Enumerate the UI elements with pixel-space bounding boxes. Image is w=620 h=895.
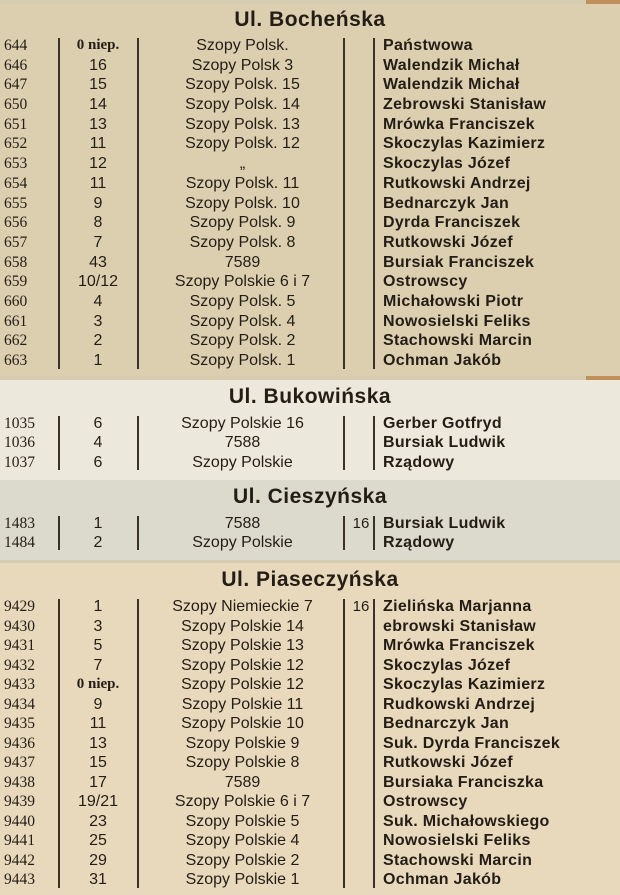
owner-name: Państwowa — [383, 37, 473, 54]
column-separator — [137, 416, 139, 470]
house-number: 1 — [93, 515, 103, 532]
table-row — [0, 636, 620, 656]
property-description: Szopy Polsk. 13 — [185, 115, 300, 133]
owner-name: Rządowy — [383, 453, 455, 471]
row-id: 9431 — [4, 637, 35, 654]
owner-name: Ochman Jakób — [383, 871, 502, 888]
column-separator — [343, 516, 345, 550]
house-number: 1 — [93, 598, 103, 615]
table-row — [0, 331, 620, 351]
property-description: Szopy Polskie 4 — [185, 832, 300, 849]
property-description: Szopy Polskie 6 i 7 — [174, 793, 311, 810]
table-row — [0, 675, 620, 695]
row-id: 657 — [4, 233, 28, 251]
property-description: 7589 — [224, 773, 261, 791]
property-description: Szopy Polskie — [192, 534, 293, 551]
house-number: 17 — [89, 773, 107, 791]
property-description: „ — [239, 155, 246, 173]
owner-name: Ostrowscy — [383, 273, 468, 291]
property-description: Szopy Polskie 5 — [185, 812, 300, 830]
table-row — [0, 292, 620, 312]
row-id: 9443 — [4, 871, 35, 888]
house-number: 12 — [89, 155, 107, 173]
owner-name: Walendzik Michał — [383, 56, 520, 74]
house-number: 6 — [93, 415, 103, 432]
row-id: 652 — [4, 135, 28, 153]
table-row — [0, 792, 620, 812]
table-row — [0, 233, 620, 253]
column-separator — [373, 38, 375, 369]
row-id: 661 — [4, 312, 28, 330]
table-row — [0, 36, 620, 56]
property-description: Szopy Polskie 1 — [185, 871, 300, 888]
property-description: Szopy Polsk. 4 — [189, 312, 296, 330]
row-id: 646 — [4, 56, 28, 74]
house-number: 15 — [89, 754, 107, 771]
row-id: 9439 — [4, 793, 35, 810]
house-number: 11 — [89, 174, 107, 192]
house-number: 3 — [93, 312, 103, 330]
owner-name: Stachowski Marcin — [383, 851, 533, 869]
table-row — [0, 272, 620, 292]
property-description: Szopy Polsk. 8 — [189, 233, 296, 251]
owner-name: Skoczylas Kazimierz — [383, 135, 546, 153]
owner-name: Nowosielski Feliks — [383, 832, 531, 849]
table-row — [0, 656, 620, 676]
house-number: 31 — [89, 871, 107, 888]
property-description: 7588 — [224, 515, 261, 532]
house-number: 13 — [89, 734, 107, 752]
table-row — [0, 433, 620, 452]
section-title: Ul. Cieszyńska — [232, 485, 388, 508]
house-number: 6 — [93, 453, 103, 471]
row-id: 9442 — [4, 851, 35, 869]
owner-name: ebrowski Stanisław — [383, 617, 537, 635]
owner-name: Mrówka Franciszek — [383, 115, 535, 133]
house-number: 2 — [93, 332, 103, 350]
table-row — [0, 194, 620, 214]
property-description: Szopy Polskie 16 — [181, 415, 304, 432]
row-id: 650 — [4, 96, 28, 114]
property-description: Szopy Polsk. 9 — [189, 214, 296, 232]
owner-name: Bursiaka Franciszka — [383, 773, 544, 791]
owner-name: Michałowski Piotr — [383, 292, 524, 310]
owner-name: Rutkowski Andrzej — [383, 174, 531, 192]
row-id: 9433 — [4, 676, 35, 693]
property-description: Szopy Polsk. 14 — [185, 96, 300, 114]
column-separator — [58, 599, 60, 888]
owner-name: Mrówka Franciszek — [383, 637, 535, 654]
table-row — [0, 734, 620, 754]
owner-name: Skoczylas Józef — [383, 656, 511, 674]
owner-name: Rudkowski Andrzej — [383, 695, 536, 713]
row-id: 656 — [4, 214, 28, 232]
row-id: 9441 — [4, 832, 35, 849]
house-number: 10/12 — [77, 273, 119, 291]
row-id: 647 — [4, 76, 28, 94]
table-row — [0, 154, 620, 174]
property-description: Szopy Polskie 9 — [185, 734, 300, 752]
house-number: 0 niep. — [76, 676, 120, 692]
row-id: 651 — [4, 115, 28, 133]
owner-name: Bursiak Franciszek — [383, 253, 535, 271]
row-id: 662 — [4, 332, 28, 350]
column-separator — [343, 416, 345, 470]
column-separator — [373, 416, 375, 470]
house-number: 9 — [93, 194, 103, 212]
property-description: Szopy Polskie 12 — [181, 676, 304, 693]
owner-name: Ochman Jakób — [383, 352, 502, 369]
column-separator — [58, 416, 60, 470]
property-description: Szopy Polsk 3 — [191, 56, 294, 74]
table-row — [0, 831, 620, 851]
table-row — [0, 453, 620, 472]
property-description: 7589 — [224, 253, 261, 271]
house-number: 9 — [93, 695, 103, 713]
house-number: 29 — [89, 851, 107, 869]
property-description: Szopy Polskie 14 — [181, 617, 304, 635]
table-row — [0, 617, 620, 637]
table-row — [0, 695, 620, 715]
row-id: 644 — [4, 37, 28, 54]
table-row — [0, 75, 620, 95]
house-number: 3 — [93, 617, 103, 635]
owner-name: Ostrowscy — [383, 793, 468, 810]
column-separator — [58, 516, 60, 550]
owner-name: Dyrda Franciszek — [383, 214, 521, 232]
row-id: 9429 — [4, 598, 35, 615]
owner-name: Zielińska Marjanna — [383, 598, 532, 615]
column-separator — [137, 516, 139, 550]
property-description: Szopy Polskie 2 — [185, 851, 300, 869]
owner-name: Bursiak Ludwik — [383, 434, 506, 452]
house-number: 16 — [89, 56, 107, 74]
property-description: Szopy Polskie 13 — [181, 637, 304, 654]
section-0 — [0, 4, 620, 376]
row-id: 9434 — [4, 695, 35, 713]
house-number: 1 — [93, 352, 103, 369]
row-id: 9435 — [4, 715, 35, 732]
property-description: Szopy Polskie 11 — [181, 695, 304, 713]
column-separator — [343, 599, 345, 888]
table-row — [0, 134, 620, 154]
owner-name: Zebrowski Stanisław — [383, 96, 547, 114]
house-number: 4 — [93, 292, 103, 310]
section-title: Ul. Piaseczyńska — [221, 568, 399, 591]
house-number: 43 — [89, 253, 107, 271]
column-separator — [137, 599, 139, 888]
house-number: 23 — [89, 812, 107, 830]
property-description: Szopy Polsk. 2 — [189, 332, 296, 350]
owner-name: Rządowy — [383, 534, 455, 551]
property-description: Szopy Polsk. 1 — [189, 352, 296, 369]
row-id: 653 — [4, 155, 28, 173]
house-number: 0 niep. — [76, 37, 120, 53]
section-2 — [0, 480, 620, 560]
house-number: 7 — [93, 233, 103, 251]
row-id: 9440 — [4, 812, 35, 830]
house-number: 25 — [89, 832, 107, 849]
table-row — [0, 312, 620, 332]
row-id: 655 — [4, 194, 28, 212]
owner-name: Skoczylas Kazimierz — [383, 676, 546, 693]
table-row — [0, 95, 620, 115]
property-description: 7588 — [224, 434, 261, 452]
owner-name: Walendzik Michał — [383, 76, 520, 94]
table-row — [0, 533, 620, 552]
property-description: Szopy Polsk. 10 — [185, 194, 300, 212]
owner-name: Nowosielski Feliks — [383, 312, 531, 330]
property-description: Szopy Polskie 12 — [181, 656, 304, 674]
section-3 — [0, 563, 620, 895]
table-row — [0, 414, 620, 433]
property-description: Szopy Polsk. — [196, 37, 289, 54]
house-number: 4 — [93, 434, 103, 452]
owner-name: Rutkowski Józef — [383, 754, 513, 771]
property-description: Szopy Polskie — [192, 453, 293, 471]
table-row — [0, 351, 620, 371]
section-1 — [0, 380, 620, 480]
column-separator — [343, 38, 345, 369]
property-description: Szopy Polskie 10 — [181, 715, 304, 732]
table-row — [0, 213, 620, 233]
row-id: 660 — [4, 292, 28, 310]
table-row — [0, 714, 620, 734]
property-description: Szopy Polskie 6 i 7 — [174, 273, 311, 291]
owner-name: Skoczylas Józef — [383, 155, 511, 173]
house-number: 15 — [89, 76, 107, 94]
property-description: Szopy Polsk. 15 — [185, 76, 300, 94]
column-separator — [373, 599, 375, 888]
house-number: 11 — [89, 715, 107, 732]
property-description: Szopy Polsk. 11 — [185, 174, 300, 192]
row-id: 658 — [4, 253, 28, 271]
owner-name: Gerber Gotfryd — [383, 415, 502, 432]
owner-name: Bednarczyk Jan — [383, 715, 510, 732]
table-row — [0, 115, 620, 135]
row-id: 1484 — [4, 534, 35, 551]
row-id: 9436 — [4, 734, 35, 752]
row-id: 654 — [4, 174, 28, 192]
house-number: 2 — [93, 534, 103, 551]
owner-name: Suk. Dyrda Franciszek — [383, 734, 561, 752]
row-id: 9438 — [4, 773, 35, 791]
property-description: Szopy Polskie 8 — [185, 754, 300, 771]
table-row — [0, 56, 620, 76]
column-separator — [137, 38, 139, 369]
row-id: 9437 — [4, 754, 35, 771]
property-description: Szopy Polsk. 12 — [185, 135, 300, 153]
table-row — [0, 812, 620, 832]
house-number: 7 — [93, 656, 103, 674]
owner-name: Rutkowski Józef — [383, 233, 513, 251]
owner-name: Suk. Michałowskiego — [383, 812, 550, 830]
row-id: 659 — [4, 273, 28, 291]
owner-name: Stachowski Marcin — [383, 332, 533, 350]
table-row — [0, 253, 620, 273]
table-row — [0, 514, 620, 533]
table-row — [0, 174, 620, 194]
section-title: Ul. Bukowińska — [228, 385, 392, 408]
house-number: 19/21 — [77, 793, 119, 810]
row-id: 1483 — [4, 515, 35, 532]
row-id: 1037 — [4, 453, 35, 471]
table-row — [0, 870, 620, 890]
house-number: 5 — [93, 637, 103, 654]
house-number: 13 — [89, 115, 107, 133]
reference-number: 16 — [352, 598, 370, 615]
house-number: 14 — [89, 96, 107, 114]
row-id: 663 — [4, 352, 28, 369]
table-row — [0, 851, 620, 871]
row-id: 9430 — [4, 617, 35, 635]
house-number: 8 — [93, 214, 103, 232]
section-title: Ul. Bocheńska — [234, 8, 386, 31]
table-row — [0, 773, 620, 793]
reference-number: 16 — [352, 515, 370, 532]
column-separator — [373, 516, 375, 550]
table-row — [0, 753, 620, 773]
house-number: 11 — [89, 135, 107, 153]
owner-name: Bednarczyk Jan — [383, 194, 510, 212]
property-description: Szopy Polsk. 5 — [189, 292, 296, 310]
column-separator — [58, 38, 60, 369]
table-row — [0, 597, 620, 617]
property-description: Szopy Niemieckie 7 — [172, 598, 313, 615]
owner-name: Bursiak Ludwik — [383, 515, 506, 532]
row-id: 9432 — [4, 656, 35, 674]
row-id: 1036 — [4, 434, 35, 452]
row-id: 1035 — [4, 415, 35, 432]
